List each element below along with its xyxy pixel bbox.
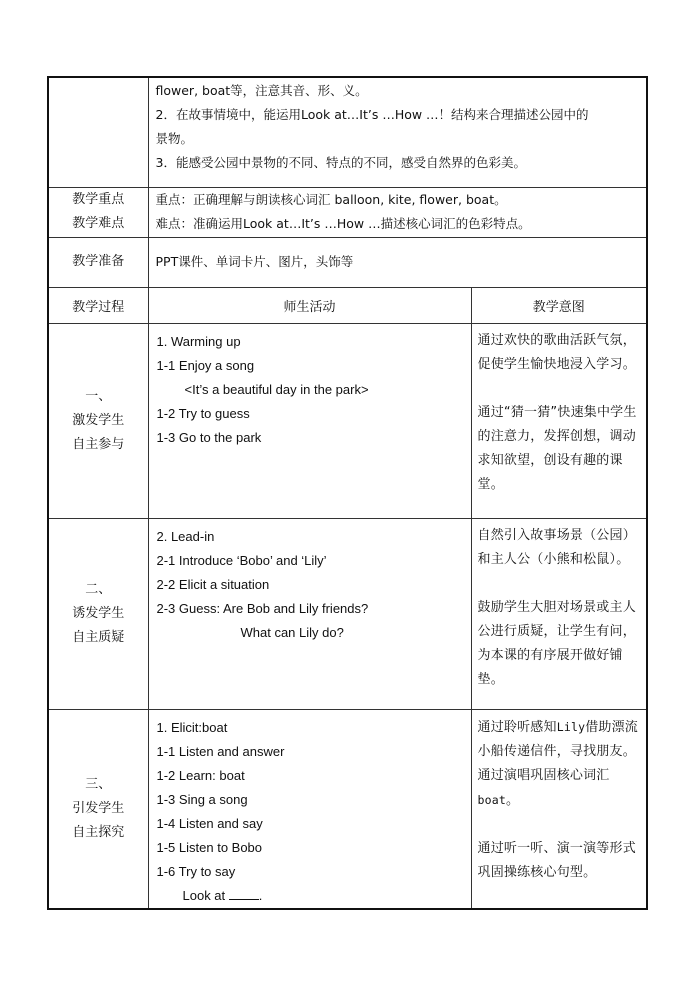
header-intent: 教学意图 xyxy=(471,287,647,323)
stage-3-title-2: 自主探究 xyxy=(72,824,125,840)
stage-2-num: 二、 xyxy=(85,581,112,597)
stage-row-1 xyxy=(48,323,647,518)
header-activities: 师生活动 xyxy=(148,287,471,323)
intent-text: 通过聆听感知Lily借助漂流小船传递信件，寻找朋友。通过演唱巩固核心词汇boat。 xyxy=(477,719,639,808)
stage-2-intent xyxy=(471,518,647,709)
focus-row xyxy=(48,187,647,237)
stage-2-title-2: 自主质疑 xyxy=(72,629,125,645)
activity-item: 1-2 Try to guess xyxy=(156,405,250,421)
stage-1-title-2: 自主参与 xyxy=(72,436,125,452)
stage-row-2 xyxy=(48,518,647,709)
objectives-row xyxy=(48,77,647,187)
activity-item: 1. Elicit:boat xyxy=(156,719,228,735)
stage-3-activities xyxy=(148,709,471,909)
stage-1-title-1: 激发学生 xyxy=(72,412,125,428)
focus-label-cell xyxy=(48,187,148,237)
activity-item: 1. Warming up xyxy=(156,333,241,349)
activity-item: 1-6 Try to say xyxy=(156,863,236,879)
intent-text: 通过“猜一猜”快速集中学生的注意力，发挥创想，调动求知欲望，创设有趣的课堂。 xyxy=(477,404,637,492)
activity-item: 2-2 Elicit a situation xyxy=(156,576,270,592)
prep-text: PPT课件、单词卡片、图片，头饰等 xyxy=(148,237,647,287)
process-header-row xyxy=(48,287,647,323)
intent-text: 通过听一听、演一演等形式巩固操练核心句型。 xyxy=(477,840,636,880)
focus-label-key: 教学重点 xyxy=(72,192,125,207)
intent-text: 通过欢快的歌曲活跃气氛，促使学生愉快地浸入学习。 xyxy=(477,332,636,372)
prep-row xyxy=(48,237,647,287)
activity-item: 2-3 Guess: Are Bob and Lily friends? xyxy=(156,600,369,616)
stage-2-activities xyxy=(148,518,471,709)
activity-item: 1-1 Listen and answer xyxy=(156,743,285,759)
activity-item: 2-1 Introduce ‘Bobo’ and ‘Lily’ xyxy=(156,552,327,568)
focus-label-difficulty: 教学难点 xyxy=(72,216,125,231)
focus-key-text: 重点：正确理解与朗读核心词汇 balloon, kite, flower, boat。 xyxy=(155,191,507,207)
objective-line-3: 3．能感受公园中景物的不同、特点的不同，感受自然界的色彩美。 xyxy=(155,155,526,170)
activity-item-fill-blank: Look at . xyxy=(157,884,465,908)
activity-item: 2. Lead-in xyxy=(156,528,215,544)
stage-1-activities xyxy=(148,323,471,518)
activity-item: 1-3 Sing a song xyxy=(156,791,248,807)
header-process: 教学过程 xyxy=(48,287,148,323)
blank-line xyxy=(229,885,259,900)
stage-3-title-1: 引发学生 xyxy=(72,800,125,816)
stage-1-num: 一、 xyxy=(85,388,112,404)
prep-label: 教学准备 xyxy=(48,237,148,287)
stage-2-title-1: 诱发学生 xyxy=(72,605,125,621)
stage-3-num: 三、 xyxy=(85,776,112,792)
objective-line-2b: 景物。 xyxy=(155,131,194,146)
stage-3-intent xyxy=(471,709,647,909)
stage-2-label xyxy=(48,518,148,709)
stage-row-3 xyxy=(48,709,647,909)
stage-1-intent xyxy=(471,323,647,518)
focus-cell xyxy=(148,187,647,237)
activity-item: 1-5 Listen to Bobo xyxy=(156,839,263,855)
objectives-label-cell xyxy=(48,77,148,187)
lesson-plan-table xyxy=(47,76,648,910)
objective-line-1: flower, boat等，注意其音、形、义。 xyxy=(155,83,368,98)
intent-text: 鼓励学生大胆对场景或主人公进行质疑，让学生有问，为本课的有序展开做好铺垫。 xyxy=(477,599,636,687)
focus-difficulty-text: 难点：准确运用Look at…It’s …How …描述核心词汇的色彩特点。 xyxy=(155,215,531,231)
activity-item: What can Lily do? xyxy=(240,624,344,640)
activity-item: 1-4 Listen and say xyxy=(156,815,263,831)
activity-item: <It’s a beautiful day in the park> xyxy=(184,381,369,397)
objectives-cell xyxy=(148,77,647,187)
activity-item: 1-2 Learn: boat xyxy=(156,767,245,783)
objective-line-2a: 2．在故事情境中，能运用Look at…It’s …How …！结构来合理描述公园中的 xyxy=(155,107,589,122)
fill-blank-prompt: Look at xyxy=(182,887,226,903)
stage-3-label xyxy=(48,709,148,909)
stage-1-label xyxy=(48,323,148,518)
activity-item: 1-3 Go to the park xyxy=(156,429,262,445)
activity-item: 1-1 Enjoy a song xyxy=(156,357,255,373)
intent-text: 自然引入故事场景（公园）和主人公（小熊和松鼠）。 xyxy=(477,527,636,567)
